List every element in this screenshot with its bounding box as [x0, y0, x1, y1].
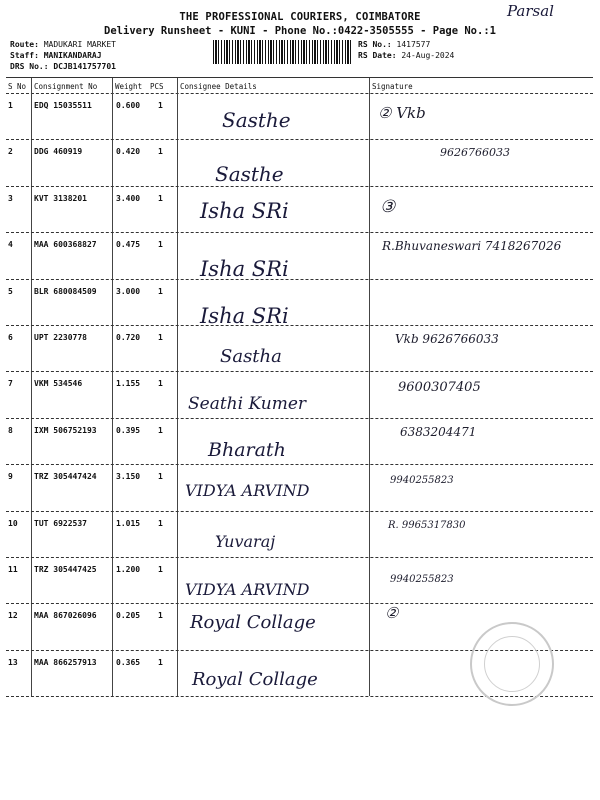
row-pcs: 1 [158, 518, 163, 528]
row-consignee-handwritten: Seathi Kumer [188, 394, 307, 415]
row-pcs: 1 [158, 472, 163, 482]
rs-no-row [358, 40, 430, 49]
row-divider [6, 371, 593, 372]
row-signature: 9940255823 [390, 475, 454, 487]
col-signature: Signature [372, 82, 413, 91]
row-sno: 9 [8, 472, 13, 482]
row-sno: 7 [8, 379, 13, 389]
col-consignee: Consignee Details [180, 82, 257, 91]
header-bottom-rule [6, 93, 593, 94]
row-signature: 9626766033 [440, 146, 510, 160]
row-weight: 0.475 [116, 240, 141, 250]
row-signature: 6383204471 [400, 424, 477, 439]
row-divider [6, 464, 593, 465]
rs-no-value: 1417577 [396, 40, 431, 49]
row-divider [6, 418, 593, 419]
row-sno: 4 [8, 240, 13, 250]
row-pcs: 1 [158, 425, 163, 435]
route-label: Route: [10, 40, 39, 49]
row-consignment-no: MAA 866257913 [34, 657, 97, 667]
row-pcs: 1 [158, 565, 163, 574]
drs-row [10, 62, 116, 71]
row-pcs: 1 [158, 657, 163, 667]
row-sno: 6 [8, 333, 13, 342]
row-divider [6, 186, 593, 187]
row-divider [6, 279, 593, 280]
row-weight: 3.400 [116, 193, 141, 203]
row-sno: 13 [8, 657, 18, 667]
col-sno: S No [8, 82, 27, 91]
row-consignment-no: TUT 6922537 [34, 518, 87, 528]
row-pcs: 1 [158, 240, 163, 250]
row-consignee-handwritten: Sasthe [215, 162, 284, 187]
row-weight: 1.155 [116, 379, 141, 389]
row-pcs: 1 [158, 611, 163, 621]
row-consignment-no: BLR 680084509 [34, 286, 97, 296]
col-pcs: PCS [150, 82, 164, 91]
row-consignment-no: MAA 867026096 [34, 611, 97, 621]
row-consignee-handwritten: Sasthe [222, 108, 291, 132]
row-consignee-handwritten: Bharath [208, 438, 286, 461]
runsheet-subtitle: Delivery Runsheet - KUNI - Phone No.:0422-3505555 - Page No.:1 [104, 25, 496, 37]
row-consignee-handwritten: Isha SRi [200, 303, 289, 328]
rs-date-row [358, 51, 454, 60]
row-signature: Vkb 9626766033 [395, 332, 499, 346]
row-sno: 11 [8, 565, 18, 574]
row-consignee-handwritten: Yuvaraj [215, 531, 276, 551]
row-sno: 10 [8, 518, 18, 528]
row-weight: 3.150 [116, 472, 141, 482]
route-value: MADUKARI MARKET [43, 40, 116, 49]
staff-label: Staff: [10, 51, 39, 60]
row-divider [6, 511, 593, 512]
row-consignment-no: TRZ 305447425 [34, 565, 97, 574]
row-weight: 0.205 [116, 611, 141, 621]
col-consignment: Consignment No [34, 82, 98, 91]
row-signature: ③ [380, 196, 396, 217]
staff-row [10, 51, 102, 60]
row-consignee-handwritten: VIDYA ARVIND [185, 481, 310, 501]
row-divider [6, 232, 593, 233]
row-weight: 0.365 [116, 657, 141, 667]
row-consignee-handwritten: Isha SRi [200, 198, 289, 223]
rs-date-value: 24-Aug-2024 [401, 51, 455, 60]
row-pcs: 1 [158, 147, 163, 157]
staff-value: MANIKANDARAJ [43, 51, 102, 60]
row-divider [6, 325, 593, 326]
row-consignee-handwritten: Sastha [220, 346, 282, 367]
row-consignment-no: KVT 3138201 [34, 193, 87, 203]
row-divider [6, 557, 593, 558]
row-consignment-no: TRZ 305447424 [34, 472, 97, 482]
row-pcs: 1 [158, 333, 163, 342]
row-consignment-no: VKM 534546 [34, 379, 83, 389]
row-consignee-handwritten: Royal Collage [190, 612, 316, 634]
col-weight: Weight [115, 82, 143, 91]
row-consignment-no: DDG 460919 [34, 147, 83, 157]
row-consignment-no: MAA 600368827 [34, 240, 97, 250]
row-divider [6, 603, 593, 604]
drs-label: DRS No.: [10, 62, 49, 71]
row-consignment-no: UPT 2230778 [34, 333, 87, 342]
row-weight: 0.720 [116, 333, 141, 342]
route-row [10, 40, 116, 49]
row-sno: 12 [8, 611, 18, 621]
row-signature: 9940255823 [390, 574, 454, 585]
drs-value: DCJB141757701 [53, 62, 116, 71]
row-weight: 1.200 [116, 565, 141, 574]
rs-date-label: RS Date: [358, 51, 397, 60]
row-sno: 1 [8, 101, 13, 110]
row-consignee-handwritten: VIDYA ARVIND [185, 580, 310, 599]
drs-barcode [213, 40, 353, 64]
institution-seal-stamp [470, 622, 554, 706]
row-signature: 9600307405 [398, 380, 481, 396]
row-pcs: 1 [158, 193, 163, 203]
corner-note: Parsal [507, 2, 554, 20]
row-consignment-no: EDQ 15035511 [34, 101, 92, 110]
row-weight: 1.015 [116, 518, 141, 528]
row-pcs: 1 [158, 379, 163, 389]
row-sno: 8 [8, 425, 13, 435]
row-sno: 2 [8, 147, 13, 157]
table-top-rule [6, 77, 593, 78]
row-weight: 0.600 [116, 101, 141, 110]
row-pcs: 1 [158, 286, 163, 296]
row-divider [6, 139, 593, 140]
row-consignee-handwritten: Isha SRi [200, 257, 289, 282]
row-sno: 3 [8, 193, 13, 203]
row-signature: ② [385, 604, 399, 623]
row-signature: ② Vkb [378, 104, 426, 122]
row-weight: 0.420 [116, 147, 141, 157]
row-consignment-no: IXM 506752193 [34, 425, 97, 435]
row-sno: 5 [8, 286, 13, 296]
rs-no-label: RS No.: [358, 40, 392, 49]
row-pcs: 1 [158, 101, 163, 110]
row-weight: 0.395 [116, 425, 141, 435]
row-consignee-handwritten: Royal Collage [192, 668, 318, 690]
row-signature: R.Bhuvaneswari 7418267026 [382, 239, 562, 254]
row-weight: 3.000 [116, 286, 141, 296]
page-title: THE PROFESSIONAL COURIERS, COIMBATORE [179, 11, 421, 23]
row-signature: R. 9965317830 [388, 519, 466, 531]
